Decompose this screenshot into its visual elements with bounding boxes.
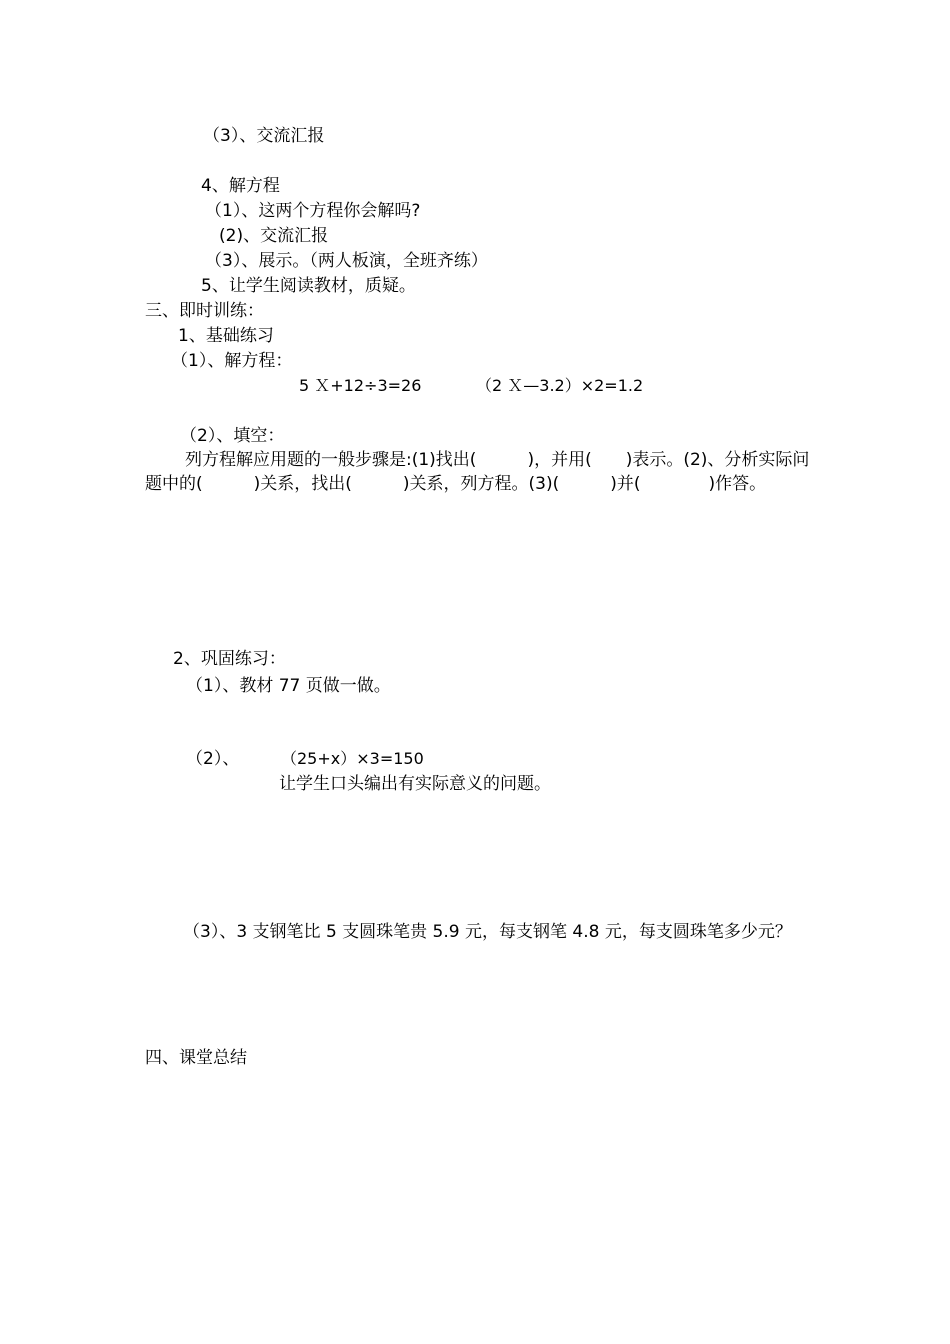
- equation-2: （2 Ｘ—3.2）×2=1.2: [476, 376, 644, 395]
- fill-blank-text: 列方程解应用题的一般步骤是:(1)找出( )，并用( )表示。(2)、分析实际问题中的( )关系，找出( )关系，列方程。(3)( )并( )作答。: [145, 450, 810, 494]
- item-pen-problem: （3）、3 支钢笔比 5 支圆珠笔贵 5.9 元，每支钢笔 4.8 元，每支圆珠笔多少元？: [183, 922, 792, 942]
- section-class-summary: 四、课堂总结: [145, 1048, 247, 1068]
- item-demonstrate: （3）、展示。（两人板演，全班齐练）: [205, 251, 488, 271]
- item-can-you-solve: （1）、这两个方程你会解吗?: [205, 201, 421, 221]
- step-3-report: （3）、交流汇报: [203, 126, 325, 146]
- item-fill-blank: （2）、填空：: [180, 426, 285, 446]
- equation-3: （25+x）×3=150: [281, 749, 424, 768]
- equation-1: 5 Ｘ+12÷3=26: [299, 376, 422, 395]
- item-2-label: （2）、: [186, 749, 240, 769]
- item-read-textbook: 5、让学生阅读教材，质疑。: [201, 276, 416, 296]
- item-solve-equations: （1）、解方程：: [171, 351, 293, 371]
- heading-consolidation-practice: 2、巩固练习：: [173, 649, 286, 669]
- heading-solve-equation: 4、解方程: [201, 176, 280, 196]
- fill-blank-paragraph: [145, 448, 810, 496]
- item-textbook-p77: （1）、教材 77 页做一做。: [186, 676, 391, 696]
- item-make-up-problem: 让学生口头编出有实际意义的问题。: [279, 774, 551, 794]
- section-instant-training: 三、即时训练：: [145, 301, 264, 321]
- heading-basic-practice: 1、基础练习: [178, 326, 274, 346]
- item-exchange-report: (2)、交流汇报: [219, 226, 329, 246]
